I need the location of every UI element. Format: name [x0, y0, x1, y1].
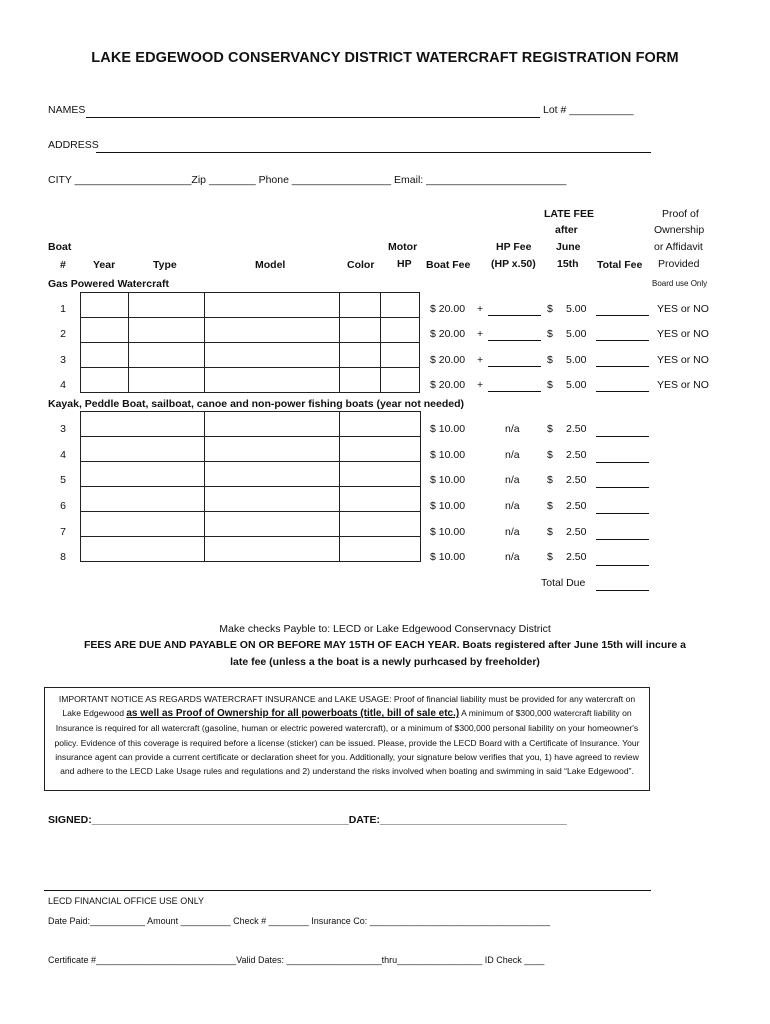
header-affidavit: or Affidavit	[654, 241, 703, 253]
gas-late-dollar: $	[547, 354, 553, 366]
kayak-total-fee-field[interactable]	[596, 462, 649, 463]
kayak-cell-type[interactable]	[81, 412, 205, 437]
kayak-cell-model[interactable]	[205, 462, 340, 487]
gas-boat-fee: $ 20.00	[430, 379, 466, 391]
gas-late-fee: 5.00	[566, 328, 587, 340]
office-use-heading: LECD FINANCIAL OFFICE USE ONLY	[48, 896, 205, 906]
header-total-fee: Total Fee	[597, 259, 643, 271]
gas-row-number: 1	[60, 303, 66, 315]
gas-late-dollar: $	[547, 379, 553, 391]
late-fee-line: late fee (unless a the boat is a newly purhcased by freeholder)	[230, 656, 540, 668]
kayak-cell-type[interactable]	[81, 537, 205, 562]
gas-row-number: 4	[60, 379, 66, 391]
kayak-hp-fee: n/a	[505, 423, 520, 435]
kayak-cell-color[interactable]	[340, 412, 421, 437]
kayak-cell-model[interactable]	[205, 487, 340, 512]
kayak-cell-color[interactable]	[340, 537, 421, 562]
kayak-boat-fee: $ 10.00	[430, 551, 466, 563]
gas-row-number: 2	[60, 328, 66, 340]
header-color: Color	[347, 259, 375, 271]
kayak-late-fee: 2.50	[566, 474, 587, 486]
gas-plus: +	[477, 303, 484, 315]
office-divider	[44, 890, 651, 891]
header-hp-fee: HP Fee	[496, 241, 532, 253]
kayak-late-dollar: $	[547, 500, 553, 512]
total-due-field[interactable]	[596, 590, 649, 591]
city-zip-phone-email-line[interactable]: CITY ____________________Zip ________ Phone _________________ Email: ________________________	[48, 174, 567, 186]
gas-proof-yes-no[interactable]: YES or NO	[657, 354, 709, 366]
fees-due-line: FEES ARE DUE AND PAYABLE ON OR BEFORE MAY 15TH OF EACH YEAR. Boats registered after June 15th will incure a	[84, 639, 686, 651]
office-payment-line[interactable]: Date Paid:___________ Amount __________ Check # ________ Insurance Co: ____________________________________	[48, 916, 550, 926]
gas-total-fee-field[interactable]	[596, 340, 649, 341]
notice-text-part1: IMPORTANT NOTICE AS REGARDS WATERCRAFT INSURANCE and LAKE USAGE: Proof of financial liability must be provided for any watercraft on Lake Edgewood	[58, 694, 636, 719]
header-model: Model	[255, 259, 286, 271]
gas-entry-grid	[80, 292, 420, 393]
gas-proof-yes-no[interactable]: YES or NO	[657, 328, 709, 340]
kayak-boat-fee: $ 10.00	[430, 500, 466, 512]
gas-boat-fee: $ 20.00	[430, 328, 466, 340]
gas-cell-type[interactable]	[129, 368, 205, 393]
gas-plus: +	[477, 354, 484, 366]
kayak-row-number: 8	[60, 551, 66, 563]
address-label: ADDRESS	[48, 139, 99, 151]
kayak-hp-fee: n/a	[505, 449, 520, 461]
gas-cell-model[interactable]	[205, 293, 340, 318]
gas-proof-yes-no[interactable]: YES or NO	[657, 379, 709, 391]
gas-late-fee: 5.00	[566, 379, 587, 391]
names-field[interactable]	[86, 117, 540, 118]
kayak-boat-fee: $ 10.00	[430, 423, 466, 435]
kayak-late-fee: 2.50	[566, 526, 587, 538]
kayak-total-fee-field[interactable]	[596, 487, 649, 488]
kayak-late-dollar: $	[547, 551, 553, 563]
gas-cell-hp[interactable]	[381, 293, 420, 318]
section-non-power-boats: Kayak, Peddle Boat, sailboat, canoe and non-power fishing boats (year not needed)	[48, 398, 464, 410]
kayak-cell-model[interactable]	[205, 537, 340, 562]
kayak-late-dollar: $	[547, 423, 553, 435]
gas-cell-type[interactable]	[129, 293, 205, 318]
gas-cell-year[interactable]	[81, 318, 129, 343]
kayak-cell-model[interactable]	[205, 437, 340, 462]
gas-hp-fee-field[interactable]	[488, 366, 541, 367]
gas-cell-color[interactable]	[340, 343, 381, 368]
signed-date-line[interactable]: SIGNED:____________________________________________DATE:________________________________	[48, 814, 567, 826]
kayak-boat-fee: $ 10.00	[430, 474, 466, 486]
gas-cell-hp[interactable]	[381, 368, 420, 393]
address-field[interactable]	[96, 152, 651, 153]
kayak-cell-color[interactable]	[340, 487, 421, 512]
section-gas-powered: Gas Powered Watercraft	[48, 278, 169, 290]
header-boat-fee: Boat Fee	[426, 259, 471, 271]
gas-cell-model[interactable]	[205, 318, 340, 343]
gas-hp-fee-field[interactable]	[488, 340, 541, 341]
board-use-only-label: Board use Only	[652, 279, 708, 288]
kayak-total-fee-field[interactable]	[596, 539, 649, 540]
gas-cell-color[interactable]	[340, 318, 381, 343]
kayak-late-fee: 2.50	[566, 551, 587, 563]
gas-cell-hp[interactable]	[381, 318, 420, 343]
header-proof: Proof of	[662, 208, 699, 220]
checks-payable-line: Make checks Payble to: LECD or Lake Edgewood Conservnacy District	[219, 623, 551, 635]
notice-text-part2: A minimum of $300,000 watercraft liability on Insurance is required for all watercraft (gasoline, human or electric powered watercraft), or a minimum of $300,000 personal liability on your homeowner's policy. Evidence of this coverage is required before a license (sticker) can be issued. Please, provide the LECD Board with a Certificate of Insurance. Your insurance agent can provide a current certificate or declaration sheet for you. Additionally, your signature below verifies that you, 1) have agreed to review and adhere to the LECD Lake Usage rules and regulations and 2) understand the risks involved when boating and swimming in said “Lake Edgewood”.	[54, 708, 640, 777]
header-ownership: Ownership	[654, 224, 705, 236]
insurance-notice	[44, 687, 650, 791]
gas-total-fee-field[interactable]	[596, 366, 649, 367]
gas-cell-model[interactable]	[205, 368, 340, 393]
kayak-late-fee: 2.50	[566, 500, 587, 512]
kayak-hp-fee: n/a	[505, 551, 520, 563]
kayak-total-fee-field[interactable]	[596, 565, 649, 566]
kayak-cell-color[interactable]	[340, 512, 421, 537]
kayak-cell-type[interactable]	[81, 487, 205, 512]
header-motor: Motor	[388, 241, 418, 253]
header-late-after: after	[555, 224, 578, 236]
kayak-entry-grid	[80, 411, 421, 562]
office-certificate-line[interactable]: Certificate #____________________________Valid Dates: ___________________thru_________________ ID Check ____	[48, 955, 545, 965]
gas-cell-color[interactable]	[340, 293, 381, 318]
header-hp-fee-formula: (HP x.50)	[491, 258, 536, 270]
header-late-15th: 15th	[557, 258, 579, 270]
kayak-row-number: 7	[60, 526, 66, 538]
gas-total-fee-field[interactable]	[596, 391, 649, 392]
gas-cell-model[interactable]	[205, 343, 340, 368]
kayak-late-dollar: $	[547, 526, 553, 538]
header-provided: Provided	[658, 258, 700, 270]
kayak-hp-fee: n/a	[505, 526, 520, 538]
kayak-total-fee-field[interactable]	[596, 513, 649, 514]
kayak-cell-model[interactable]	[205, 512, 340, 537]
header-type: Type	[153, 259, 177, 271]
kayak-boat-fee: $ 10.00	[430, 526, 466, 538]
kayak-row-number: 6	[60, 500, 66, 512]
kayak-cell-color[interactable]	[340, 462, 421, 487]
header-late-fee: LATE FEE	[544, 208, 594, 220]
kayak-cell-color[interactable]	[340, 437, 421, 462]
gas-late-dollar: $	[547, 328, 553, 340]
gas-late-fee: 5.00	[566, 303, 587, 315]
header-num: #	[60, 259, 66, 271]
kayak-total-fee-field[interactable]	[596, 436, 649, 437]
gas-plus: +	[477, 328, 484, 340]
kayak-cell-type[interactable]	[81, 462, 205, 487]
kayak-late-dollar: $	[547, 449, 553, 461]
gas-cell-hp[interactable]	[381, 343, 420, 368]
gas-cell-type[interactable]	[129, 343, 205, 368]
kayak-late-fee: 2.50	[566, 449, 587, 461]
gas-boat-fee: $ 20.00	[430, 303, 466, 315]
gas-plus: +	[477, 379, 484, 391]
header-boat: Boat	[48, 241, 72, 253]
kayak-row-number: 4	[60, 449, 66, 461]
header-year: Year	[93, 259, 116, 271]
gas-cell-year[interactable]	[81, 368, 129, 393]
gas-hp-fee-field[interactable]	[488, 315, 541, 316]
kayak-hp-fee: n/a	[505, 474, 520, 486]
lot-label: Lot # ___________	[543, 104, 634, 116]
gas-cell-year[interactable]	[81, 293, 129, 318]
kayak-row-number: 3	[60, 423, 66, 435]
gas-cell-year[interactable]	[81, 343, 129, 368]
gas-boat-fee: $ 20.00	[430, 354, 466, 366]
names-label: NAMES	[48, 104, 86, 116]
gas-late-dollar: $	[547, 303, 553, 315]
kayak-late-fee: 2.50	[566, 423, 587, 435]
gas-hp-fee-field[interactable]	[488, 391, 541, 392]
kayak-boat-fee: $ 10.00	[430, 449, 466, 461]
gas-row-number: 3	[60, 354, 66, 366]
gas-late-fee: 5.00	[566, 354, 587, 366]
kayak-cell-type[interactable]	[81, 437, 205, 462]
total-due-label: Total Due	[541, 577, 586, 589]
kayak-late-dollar: $	[547, 474, 553, 486]
kayak-cell-model[interactable]	[205, 412, 340, 437]
gas-proof-yes-no[interactable]: YES or NO	[657, 303, 709, 315]
kayak-row-number: 5	[60, 474, 66, 486]
kayak-hp-fee: n/a	[505, 500, 520, 512]
header-hp: HP	[397, 258, 412, 270]
gas-cell-type[interactable]	[129, 318, 205, 343]
header-late-june: June	[556, 241, 581, 253]
kayak-cell-type[interactable]	[81, 512, 205, 537]
form-title: LAKE EDGEWOOD CONSERVANCY DISTRICT WATERCRAFT REGISTRATION FORM	[91, 50, 679, 66]
gas-total-fee-field[interactable]	[596, 315, 649, 316]
gas-cell-color[interactable]	[340, 368, 381, 393]
notice-proof-ownership: as well as Proof of Ownership for all powerboats (title, bill of sale etc.)	[126, 708, 460, 720]
